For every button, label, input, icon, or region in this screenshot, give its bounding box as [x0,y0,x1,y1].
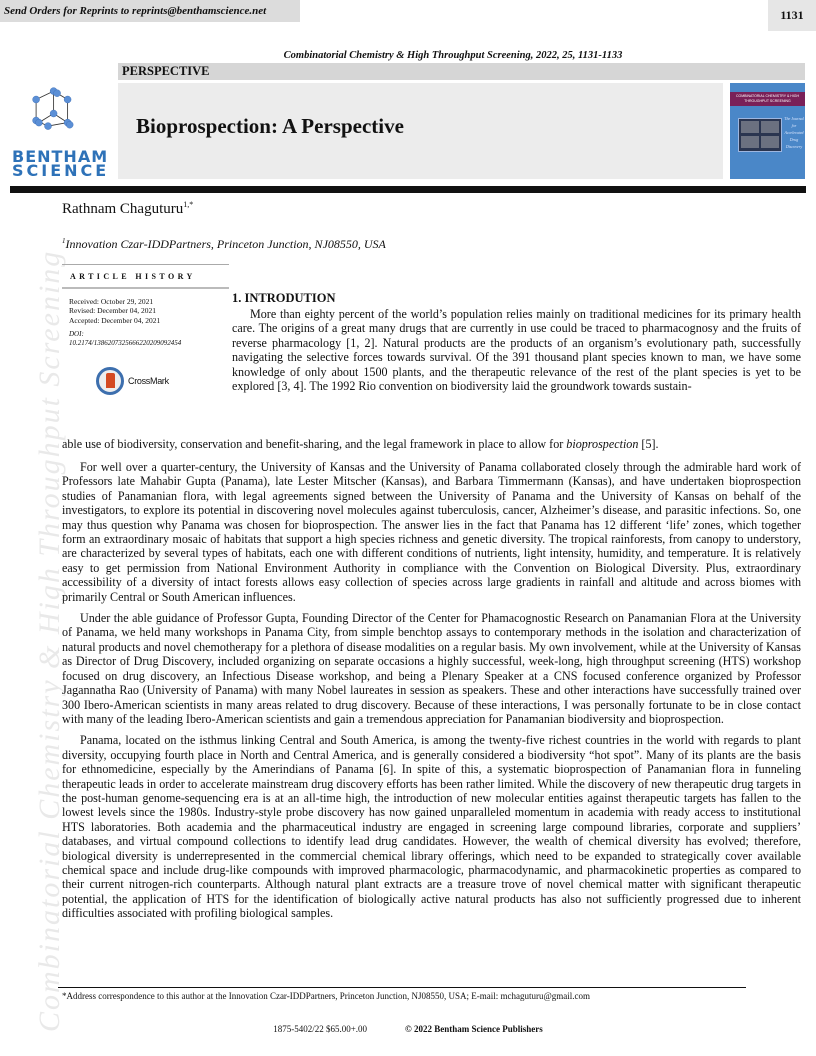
tail-citation: [5]. [638,437,659,451]
molecule-cube-icon [12,82,112,152]
journal-watermark: Combinatorial Chemistry & High Throughput Screening [33,249,66,1032]
cover-tagline: The Journal for Accelerated Drug Discovery [784,116,804,149]
publisher-logo-text [12,147,112,180]
doi-label: DOI: [69,329,84,338]
doi-block [62,325,229,349]
history-heading: ARTICLE HISTORY [70,272,196,281]
paragraph-4: Panama, located on the isthmus linking Central and South America, is among the twenty-five richest countries in the world with regards to plant diversity, occupying fourth place in North and Central America, and is generally considered a biodiversity “hot spot”. Many of its plants are the basis for ethnomedicine, especially by the Amerindians of Panama [6]. In spite of this, a systematic bioprospection of Panamanian flora in funneling therapeutic leads in order to accelerate mainstream drug discovery efforts has been rather limited. While the discovery of new therapeutic drug targets in the post-human genome-sequencing era is at an all-time high, the introduction of new molecular entities against therapeutic targets has fallen to the lowest levels since the 1980s. Industry-style probe discovery has now gained unparalleled momentum in academia with ready access to institutional HTS laboratories. Both academia and the pharmaceutical industry are engaged in screening large compound libraries, corporate and suppliers’ databases, and virtual compound collections to identify lead drug candidates. However, the wealth of chemical diversity has evolved; therefore, biological diversity is underrepresented in the commercial chemical library offerings, which need to be expanded to strategically cover available chemical space and include drug-like compounds with improved pharmacologic, pharmacodynamic, and pharmacokinetic properties as compared to their current nitrogen-rich counterparts. Although natural plant extracts are a treasure trove of novel chemical matter with significant therapeutic potential, the application of HTS for the identification of biologically active natural products has also not sufficiently progressed due to inherent difficulties associated with profiling biological samples. [62,733,801,921]
footnote-divider [58,987,746,988]
history-dates [62,289,229,325]
article-title: Bioprospection: A Perspective [136,114,404,138]
journal-cover-image [730,83,805,179]
logo-line-1: BENTHAM [12,147,109,166]
author-marks: 1,* [183,200,194,209]
correspondence-footnote: *Address correspondence to this author at the Innovation Czar-IDDPartners, Princeton Junction, NJ08550, USA; E-mail: mchaguturu@gmail.com [62,991,590,1001]
crossmark-label: CrossMark [128,376,169,386]
paragraph-3: Under the able guidance of Professor Gupta, Founding Director of the Center for Phamacognostic Research on Panamanian Flora at the University of Panama, we held many workshops in Panama City, from simple benchtop assays to contemporary methods in the isolation and characterization of natural products and novel chemotherapy for a plethora of disease modalities on a regular basis. My own involvement, while at the University of Kansas as Director of Drug Discovery, included organizing on separate occasions a highly successful, week-long, high throughput screening (HTS) workshop focused on drug discovery, an Infectious Disease workshop, and being a Plenary Speaker at a CNS focused conference organized by Professor Jagannatha Rao (University of Panama) with many Nobel laureates in session as speakers. These and other interactions have successfully trained over 300 Ibero-American scientists in many areas related to drug discovery. Because of these interactions, I was personally fortunate to be in close contact with many of the leading Ibero-American scientists and gain a tremendous appreciation for Panamanian biodiversity and bioprospection. [62,611,801,726]
section-heading: 1. INTRODUTION [232,291,336,305]
revised-date: Revised: December 04, 2021 [69,306,157,316]
crossmark-button[interactable] [96,366,169,396]
article-history [62,264,229,349]
cover-title-band: COMBINATORIAL CHEMISTRY & HIGH THROUGHPUT SCREENING [730,92,805,106]
doi-link[interactable]: 10.2174/1386207325666220209092454 [69,339,182,348]
paragraph-1-tail [62,437,659,451]
author-line [62,200,193,218]
received-date: Received: October 29, 2021 [69,297,154,306]
journal-citation [0,50,816,61]
tail-emphasis: bioprospection [566,437,639,451]
accepted-date: Accepted: December 04, 2021 [69,315,161,325]
affiliation [62,237,386,252]
affiliation-text: Innovation Czar-IDDPartners, Princeton Junction, NJ08550, USA [65,237,386,251]
logo-line-2: SCIENCE [12,161,110,180]
paragraph-1 [232,307,801,393]
tail-text: able use of biodiversity, conservation and benefit-sharing, and the legal framework in place to allow for [62,437,567,451]
reprint-notice: Send Orders for Reprints to reprints@benthamscience.net [0,0,300,22]
paragraph-1-text: More than eighty percent of the world’s population relies mainly on traditional medicines for its primary health care. The origins of a great many drugs that are currently in use could be traced to pharmacognosy and the fruits of reverse pharmacology [1, 2]. Natural products are the products of an organism’s evolutionary path, successfully navigating the selective forces towards survival. Of the 391 thousand plant species known to man, we have some knowledge of only about 1500 plants, and the therapeutic relevance of the rest of the plant species is yet to be explored [3, 4]. The 1992 Rio convention on biodiversity laid the groundwork towards sustain- [232,307,801,394]
cover-images [738,118,782,152]
copyright: © 2022 Bentham Science Publishers [405,1024,543,1034]
article-type: PERSPECTIVE [118,63,805,80]
author-name: Rathnam Chaguturu [62,201,184,217]
journal-citation-text: Combinatorial Chemistry & High Throughput Screening, 2022, 25, 1131-1133 [283,50,623,61]
issn-price: 1875-5402/22 $65.00+.00 [273,1024,368,1034]
header-divider [10,186,806,193]
main-text [62,460,801,928]
page-footer [0,1024,816,1034]
affiliation-mark: 1 [62,237,66,245]
crossmark-icon [96,367,124,395]
page-number: 1131 [768,0,816,31]
paragraph-2: For well over a quarter-century, the University of Kansas and the University of Panama collaborated closely through the admirable hard work of Professors late Mahabir Gupta (Panama), late Lester Mitscher (Kansas), and Barbara Timmermann (Kansas), and have undertaken bioprospection studies of Panamanian flora, with legal agreements signed between the University of Panama and the University of Kansas on behalf of the investigators, to explore its potential in discovering novel molecules against tuberculosis, cancer, Alzheimer’s disease, and parasitic infections. So, one may thus question why Panama was chosen for bioprospection. The answer lies in the fact that Panama has 12 different ‘life’ zones, which together form an extraordinary mosaic of habitats that support a high species richness and genetic diversity. The tropical rainforests, from canopy to understory, are characterized by several types of habitats, each one with different conditions of nutrients, light intensity, humidity, and temperature. It is relatively easy to get permission from National Environment Authority in compliance with the Convention on Biological Diversity. Plus, extraordinary accessibility of a diversity of intact forests allows easy collection of species across large gradients in rainfall and altitude and across biomes with primarily Central or South American influences. [62,460,801,604]
